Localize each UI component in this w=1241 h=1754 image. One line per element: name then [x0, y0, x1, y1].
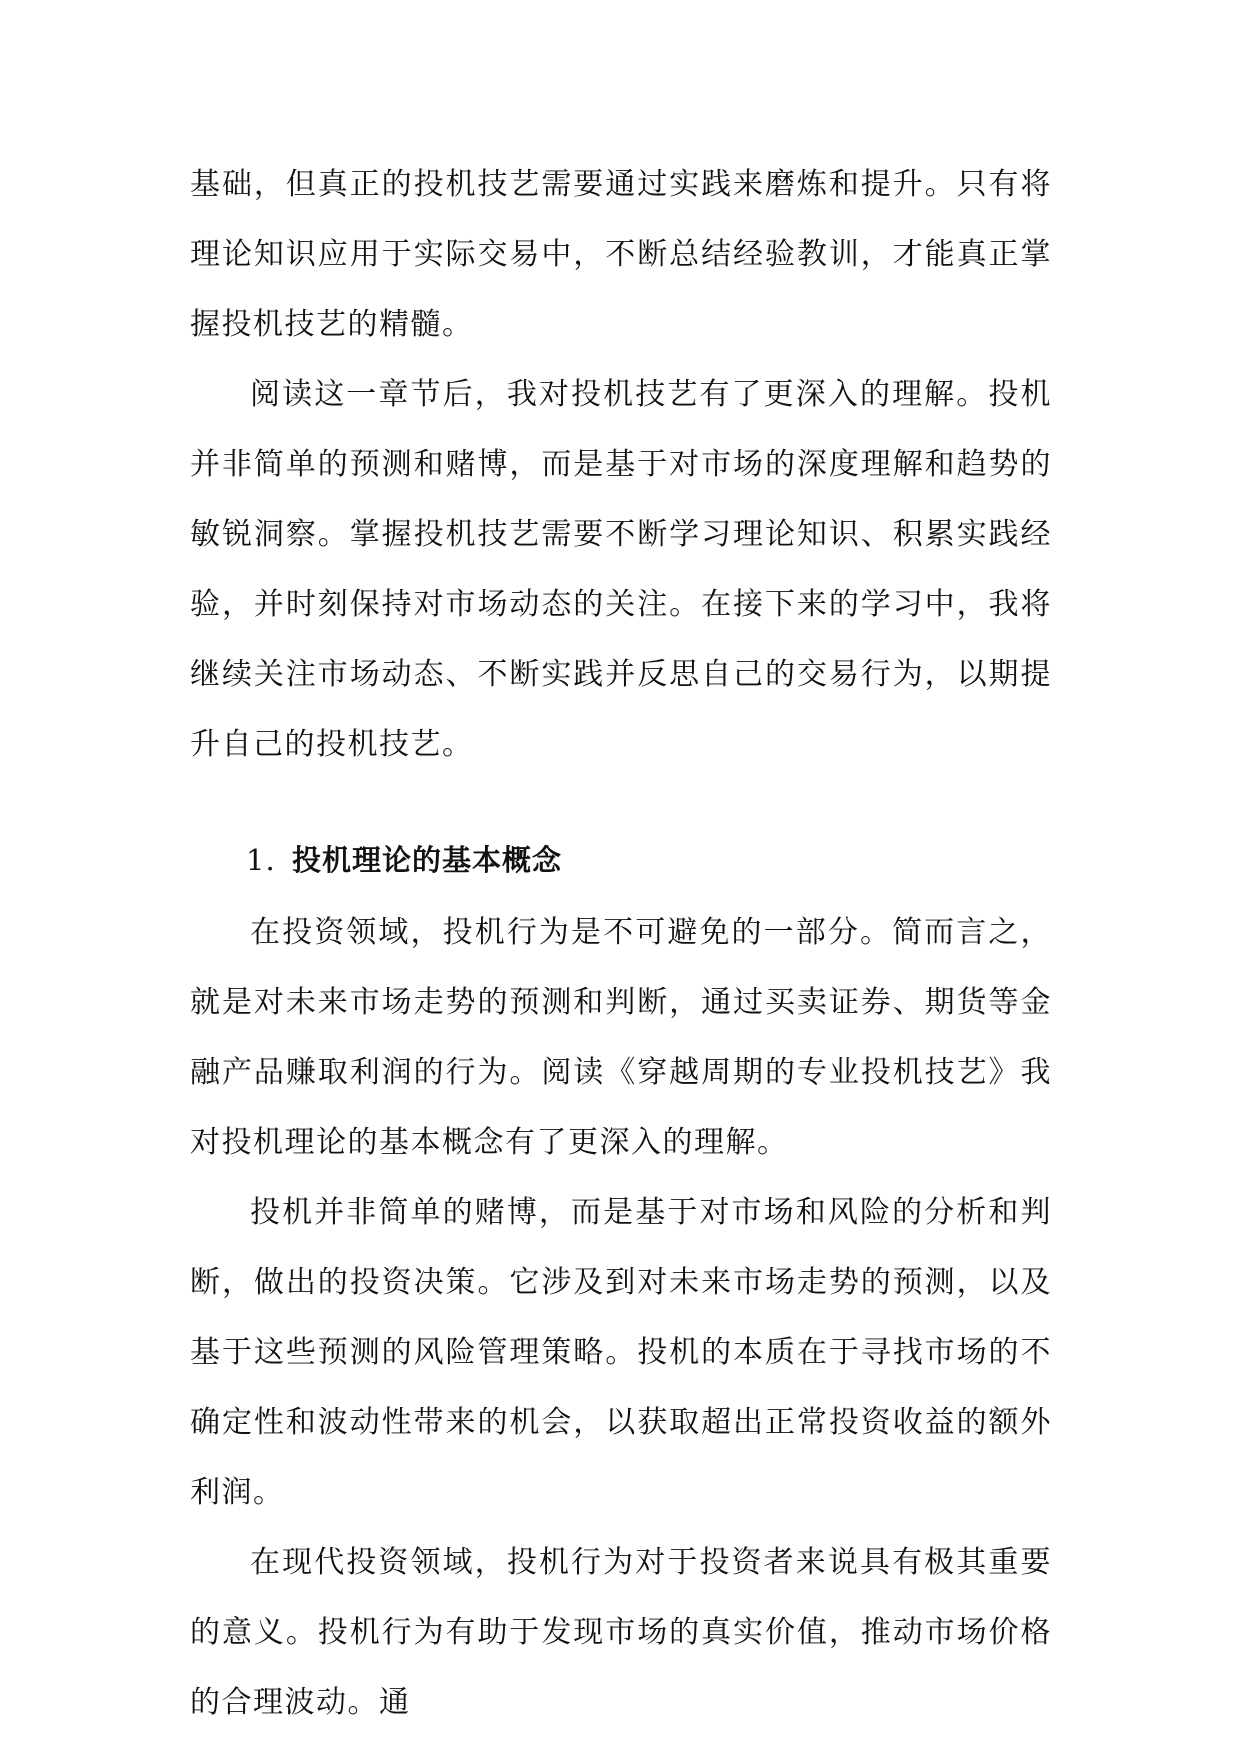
document-body	[190, 150, 1052, 1738]
paragraph-significance: 在现代投资领域，投机行为对于投资者来说具有极其重要的意义。投机行为有助于发现市场的真实价值，推动市场价格的合理波动。通	[190, 1545, 1052, 1720]
section-title: 投机理论的基本概念	[292, 843, 563, 877]
section-number: 1.	[246, 843, 276, 877]
section-heading	[190, 822, 1052, 898]
paragraph-reflection: 阅读这一章节后，我对投机技艺有了更深入的理解。投机并非简单的预测和赌博，而是基于对市场的深度理解和趋势的敏锐洞察。掌握投机技艺需要不断学习理论知识、积累实践经验，并时刻保持对市场动态的关注。在接下来的学习中，我将继续关注市场动态、不断实践并反思自己的交易行为，以期提升自己的投机技艺。	[190, 377, 1052, 762]
paragraph-continued: 基础，但真正的投机技艺需要通过实践来磨炼和提升。只有将理论知识应用于实际交易中，不断总结经验教训，才能真正掌握投机技艺的精髓。	[190, 167, 1052, 342]
paragraph-intro: 在投资领域，投机行为是不可避免的一部分。简而言之，就是对未来市场走势的预测和判断，通过买卖证券、期货等金融产品赚取利润的行为。阅读《穿越周期的专业投机技艺》我对投机理论的基本概念有了更深入的理解。	[190, 915, 1052, 1160]
paragraph-definition: 投机并非简单的赌博，而是基于对市场和风险的分析和判断，做出的投资决策。它涉及到对未来市场走势的预测，以及基于这些预测的风险管理策略。投机的本质在于寻找市场的不确定性和波动性带来的机会，以获取超出正常投资收益的额外利润。	[190, 1195, 1052, 1510]
